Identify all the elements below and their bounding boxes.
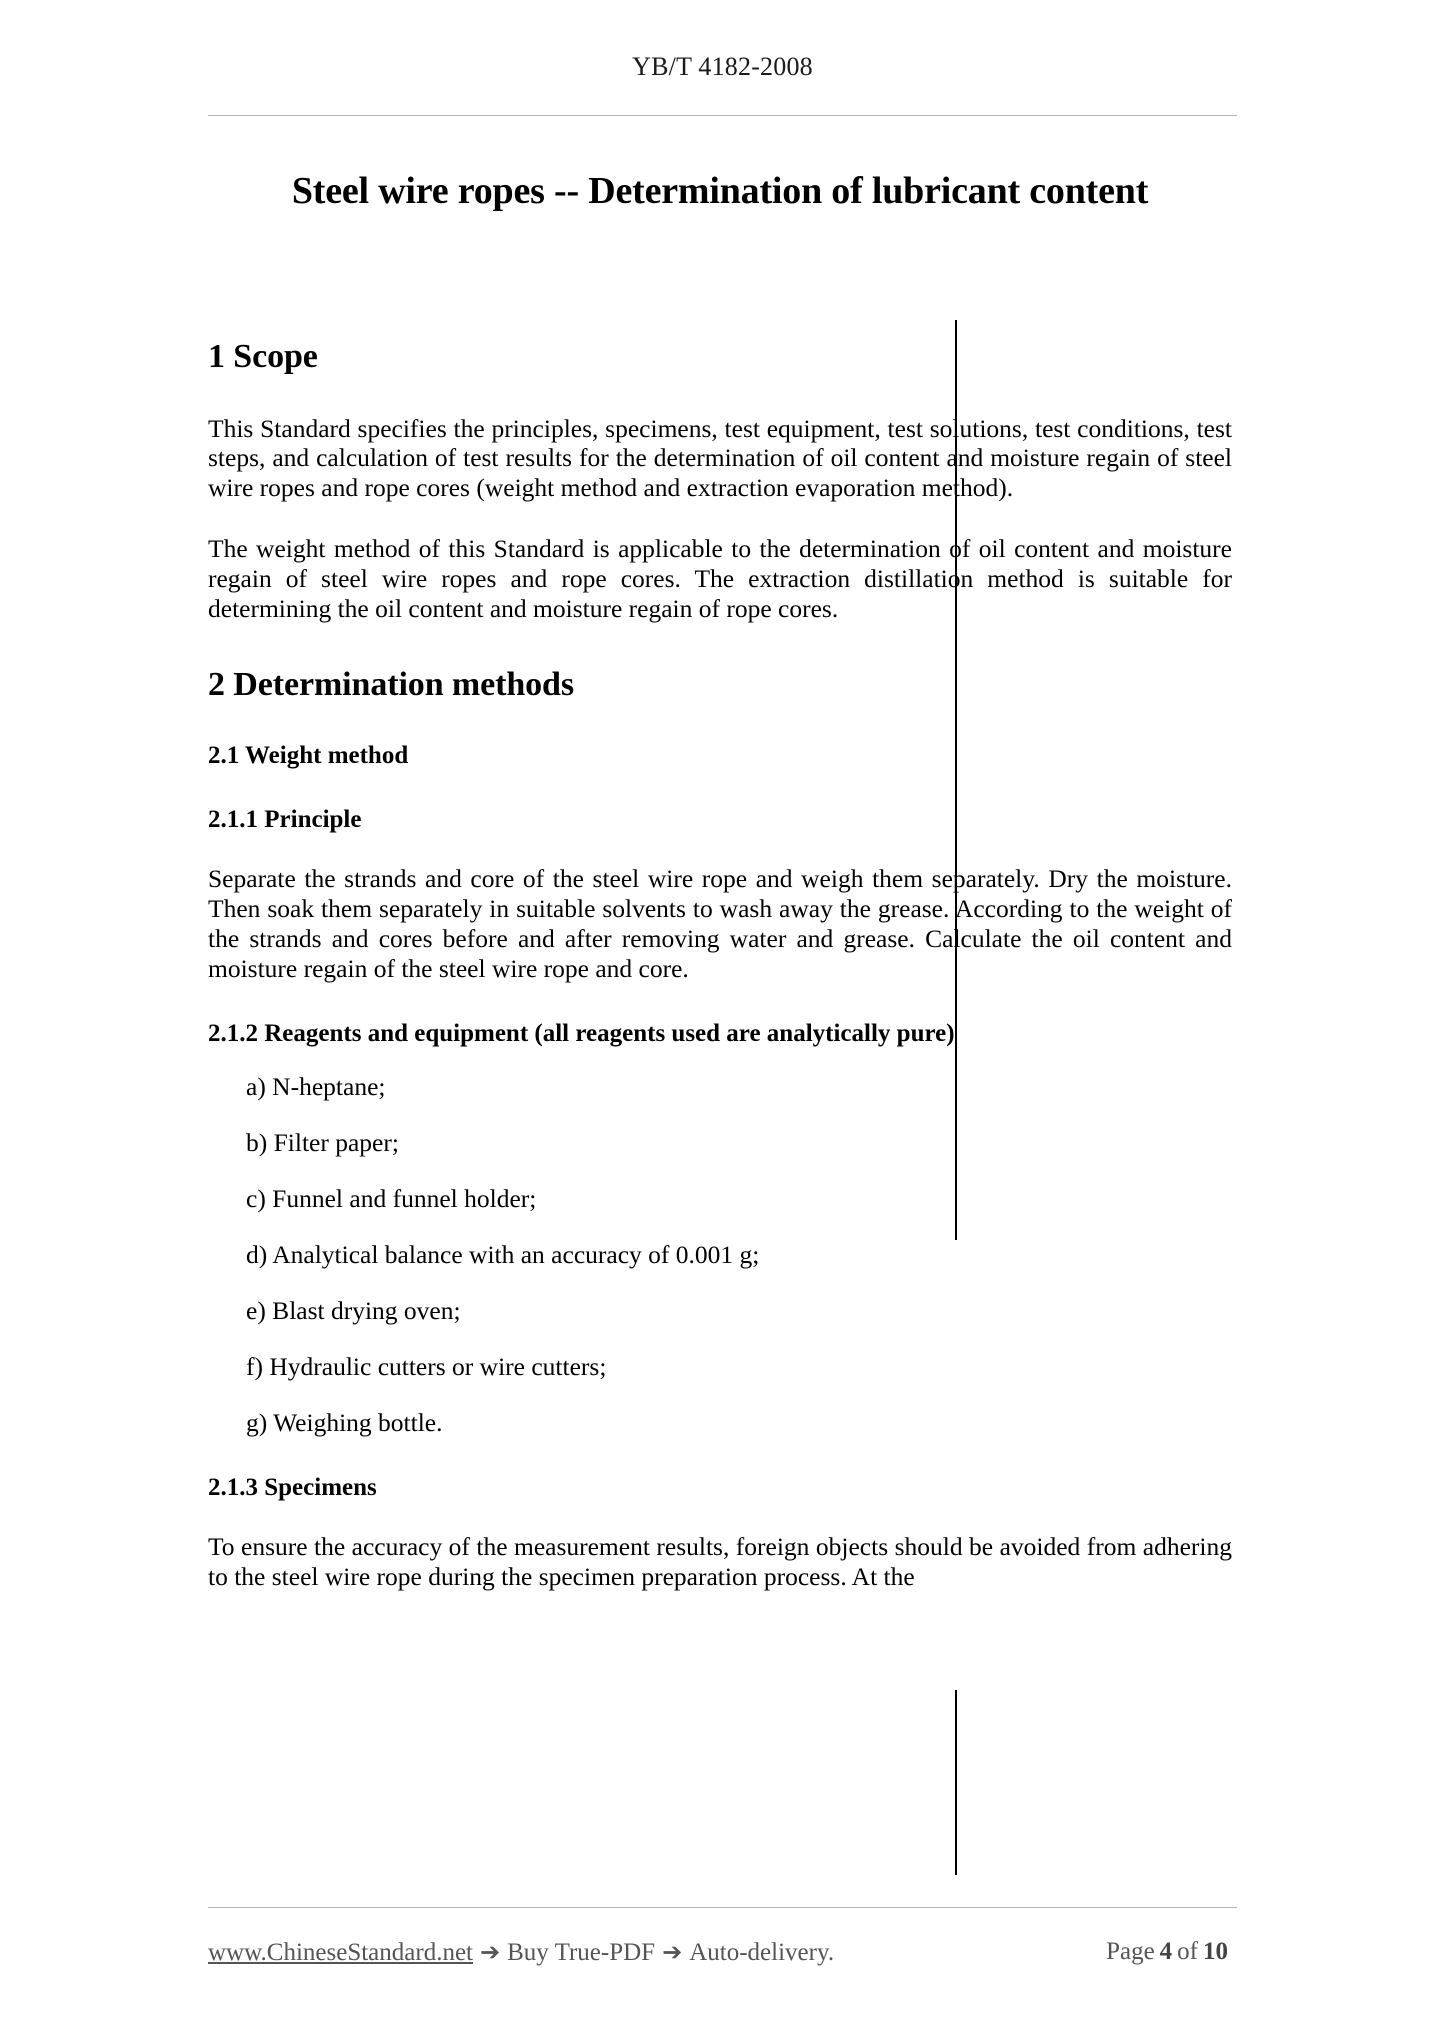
footer-buy-label: Buy True-PDF xyxy=(507,1938,656,1966)
list-item: b) Filter paper; xyxy=(246,1127,399,1157)
page-number-indicator xyxy=(1106,1938,1237,1966)
of-label: of xyxy=(1177,1938,1198,1965)
arrow-right-icon: ➔ xyxy=(480,1939,501,1966)
spacer xyxy=(208,1158,1232,1184)
page-label: Page xyxy=(1106,1938,1155,1965)
footer-website-link[interactable]: www.ChineseStandard.net xyxy=(208,1938,473,1966)
spacer xyxy=(208,1382,1232,1408)
spacer xyxy=(208,1326,1232,1352)
document-body xyxy=(208,160,1232,1592)
spacer xyxy=(208,834,1232,864)
spacer xyxy=(208,1270,1232,1296)
footer-divider xyxy=(208,1907,1237,1908)
list-item: d) Analytical balance with an accuracy of 0.001 g; xyxy=(246,1239,760,1269)
running-header-standard-number: YB/T 4182-2008 xyxy=(632,52,813,81)
total-page-count: 10 xyxy=(1203,1938,1228,1965)
header-divider xyxy=(208,115,1237,116)
paragraph-specimens: To ensure the accuracy of the measurement results, foreign objects should be avoided from adhering to the steel wire rope during the specimen preparation process. At the xyxy=(208,1531,1232,1591)
paragraph-principle: Separate the strands and core of the steel wire rope and weigh them separately. Dry the moisture. Then soak them separately in suitable solvents to wash away the grease. According to the weight of the strands and cores before and after removing water and grease. Calculate the oil content and moisture regain of the steel wire rope and core. xyxy=(208,864,1232,984)
paragraph-scope-2: The weight method of this Standard is applicable to the determination of oil content and moisture regain of steel wire ropes and rope cores. The extraction distillation method is suitable for determining the oil content and moisture regain of rope cores. xyxy=(208,534,1232,624)
page-footer xyxy=(208,1930,1237,1974)
list-item: g) Weighing bottle. xyxy=(246,1407,443,1437)
footer-delivery-label: Auto-delivery. xyxy=(689,1938,835,1966)
list-item: e) Blast drying oven; xyxy=(246,1295,461,1325)
footer-promo xyxy=(208,1938,834,1967)
heading-specimens: 2.1.3 Specimens xyxy=(208,1473,377,1501)
spacer xyxy=(208,704,1232,742)
paragraph-scope-1: This Standard specifies the principles, specimens, test equipment, test solutions, test conditions, test steps, and calculation of test results for the determination of oil content and moisture regain of steel wire ropes and rope cores (weight method and extraction evaporation method). xyxy=(208,413,1232,503)
arrow-right-icon: ➔ xyxy=(662,1939,683,1966)
list-item: c) Funnel and funnel holder; xyxy=(246,1183,537,1213)
spacer xyxy=(208,1502,1232,1532)
list-item: a) N-heptane; xyxy=(246,1072,386,1102)
heading-scope: 1 Scope xyxy=(208,337,318,375)
heading-determination-methods: 2 Determination methods xyxy=(208,666,574,704)
heading-reagents-equipment: 2.1.2 Reagents and equipment (all reagents used are analytically pure) xyxy=(208,1020,955,1048)
spacer xyxy=(208,624,1232,666)
list-item: f) Hydraulic cutters or wire cutters; xyxy=(246,1351,607,1381)
spacer xyxy=(208,1438,1232,1474)
heading-weight-method: 2.1 Weight method xyxy=(208,742,409,770)
spacer xyxy=(208,216,1232,338)
spacer xyxy=(208,1102,1232,1128)
spacer xyxy=(208,984,1232,1020)
spacer xyxy=(208,1214,1232,1240)
spacer xyxy=(208,1048,1232,1072)
heading-principle: 2.1.1 Principle xyxy=(208,806,362,834)
page-title: Steel wire ropes -- Determination of lubricant content xyxy=(291,170,1149,212)
revision-change-bar-lower xyxy=(955,1690,957,1875)
spacer xyxy=(208,770,1232,806)
current-page-number: 4 xyxy=(1159,1938,1173,1965)
spacer xyxy=(208,376,1232,414)
spacer xyxy=(208,503,1232,534)
